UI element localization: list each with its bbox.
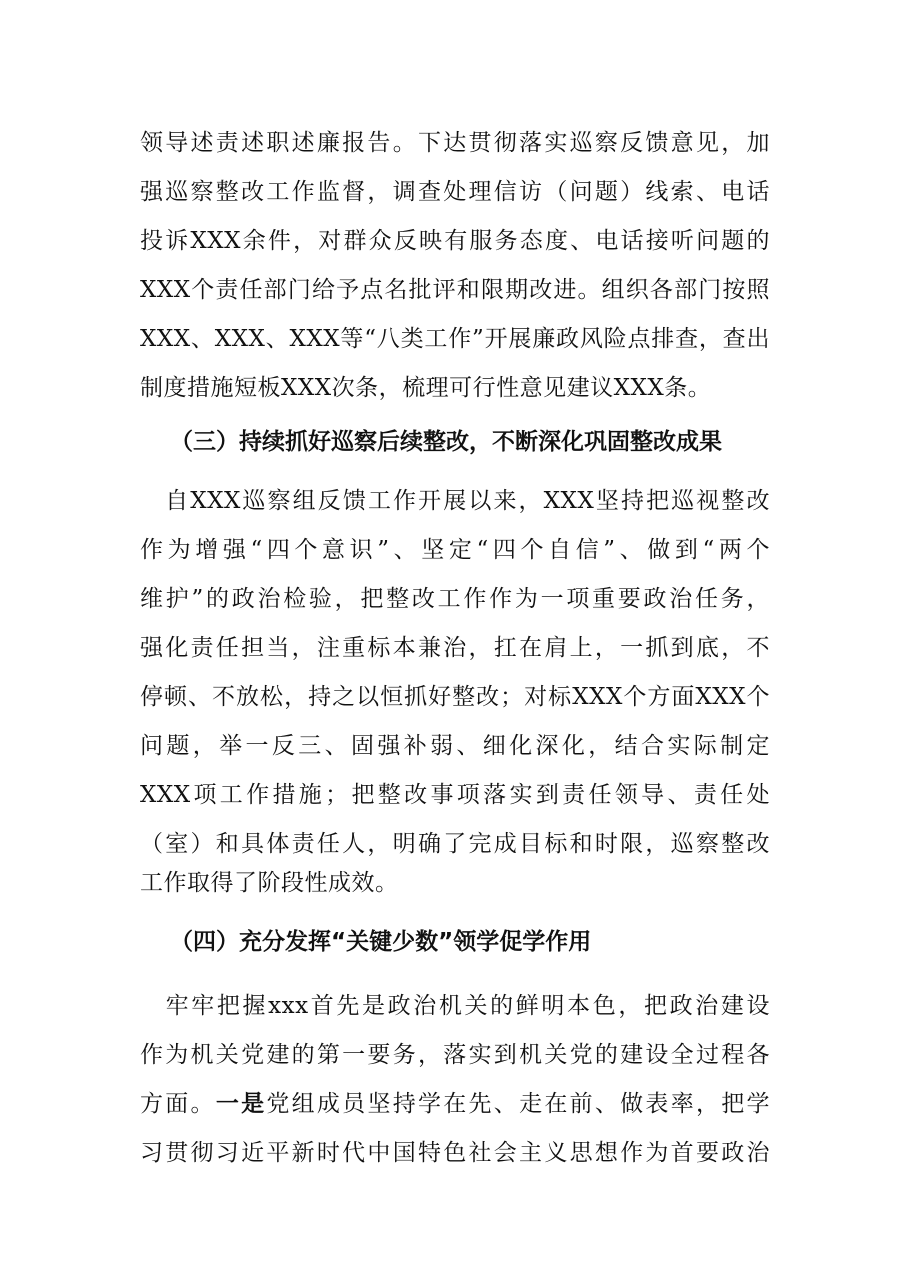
para2-line-4: 强化责任担当，注重标本兼治，扛在肩上，一抓到底，不	[140, 635, 770, 661]
para2-line-9: 工作取得了阶段性成效。	[140, 870, 399, 896]
para3-line-3-rest: 党组成员坚持学在先、走在前、做表率，把学	[266, 1091, 771, 1117]
para2-line-5: 停顿、不放松，持之以恒抓好整改；对标XXX个方面XXX个	[140, 684, 770, 710]
para1-line-1: 领导述责述职述廉报告。下达贯彻落实巡察反馈意见，加	[140, 130, 770, 156]
para2-line-6: 问题，举一反三、固强补弱、细化深化，结合实际制定	[140, 733, 770, 759]
para3-line-3	[140, 1084, 770, 1124]
para1-line-5: XXX、XXX、XXX等“八类工作”开展廉政风险点排查，查出	[140, 326, 770, 352]
para1-line-4: XXX个责任部门给予点名批评和限期改进。组织各部门按照	[140, 277, 770, 303]
para2-line-8: （室）和具体责任人，明确了完成目标和时限，巡察整改	[140, 831, 770, 857]
section-heading-3: （三）持续抓好巡察后续整改，不断深化巩固整改成果	[170, 429, 722, 455]
para3-line-3-bold: 一是	[215, 1091, 267, 1117]
para1-line-2: 强巡察整改工作监督，调查处理信访（问题）线索、电话	[140, 179, 770, 205]
para3-line-4: 习贯彻习近平新时代中国特色社会主义思想作为首要政治	[140, 1140, 770, 1166]
para1-line-6: 制度措施短板XXX次条，梳理可行性意见建议XXX条。	[140, 375, 712, 401]
para3-line-2: 作为机关党建的第一要务，落实到机关党的建设全过程各	[140, 1042, 770, 1068]
para3-line-1: 牢牢把握xxx首先是政治机关的鲜明本色，把政治建设	[140, 993, 770, 1019]
para3-line-3-prefix: 方面。	[140, 1091, 216, 1117]
para2-line-2: 作为增强“四个意识”、坚定“四个自信”、做到“两个	[140, 537, 770, 563]
para1-line-3: 投诉XXX余件，对群众反映有服务态度、电话接听问题的	[140, 228, 770, 254]
para2-line-7: XXX项工作措施；把整改事项落实到责任领导、责任处	[140, 782, 770, 808]
para2-line-1: 自XXX巡察组反馈工作开展以来，XXX坚持把巡视整改	[140, 488, 770, 514]
para2-line-3: 维护”的政治检验，把整改工作作为一项重要政治任务，	[140, 586, 770, 612]
section-heading-4: （四）充分发挥“关键少数”领学促学作用	[170, 929, 592, 955]
